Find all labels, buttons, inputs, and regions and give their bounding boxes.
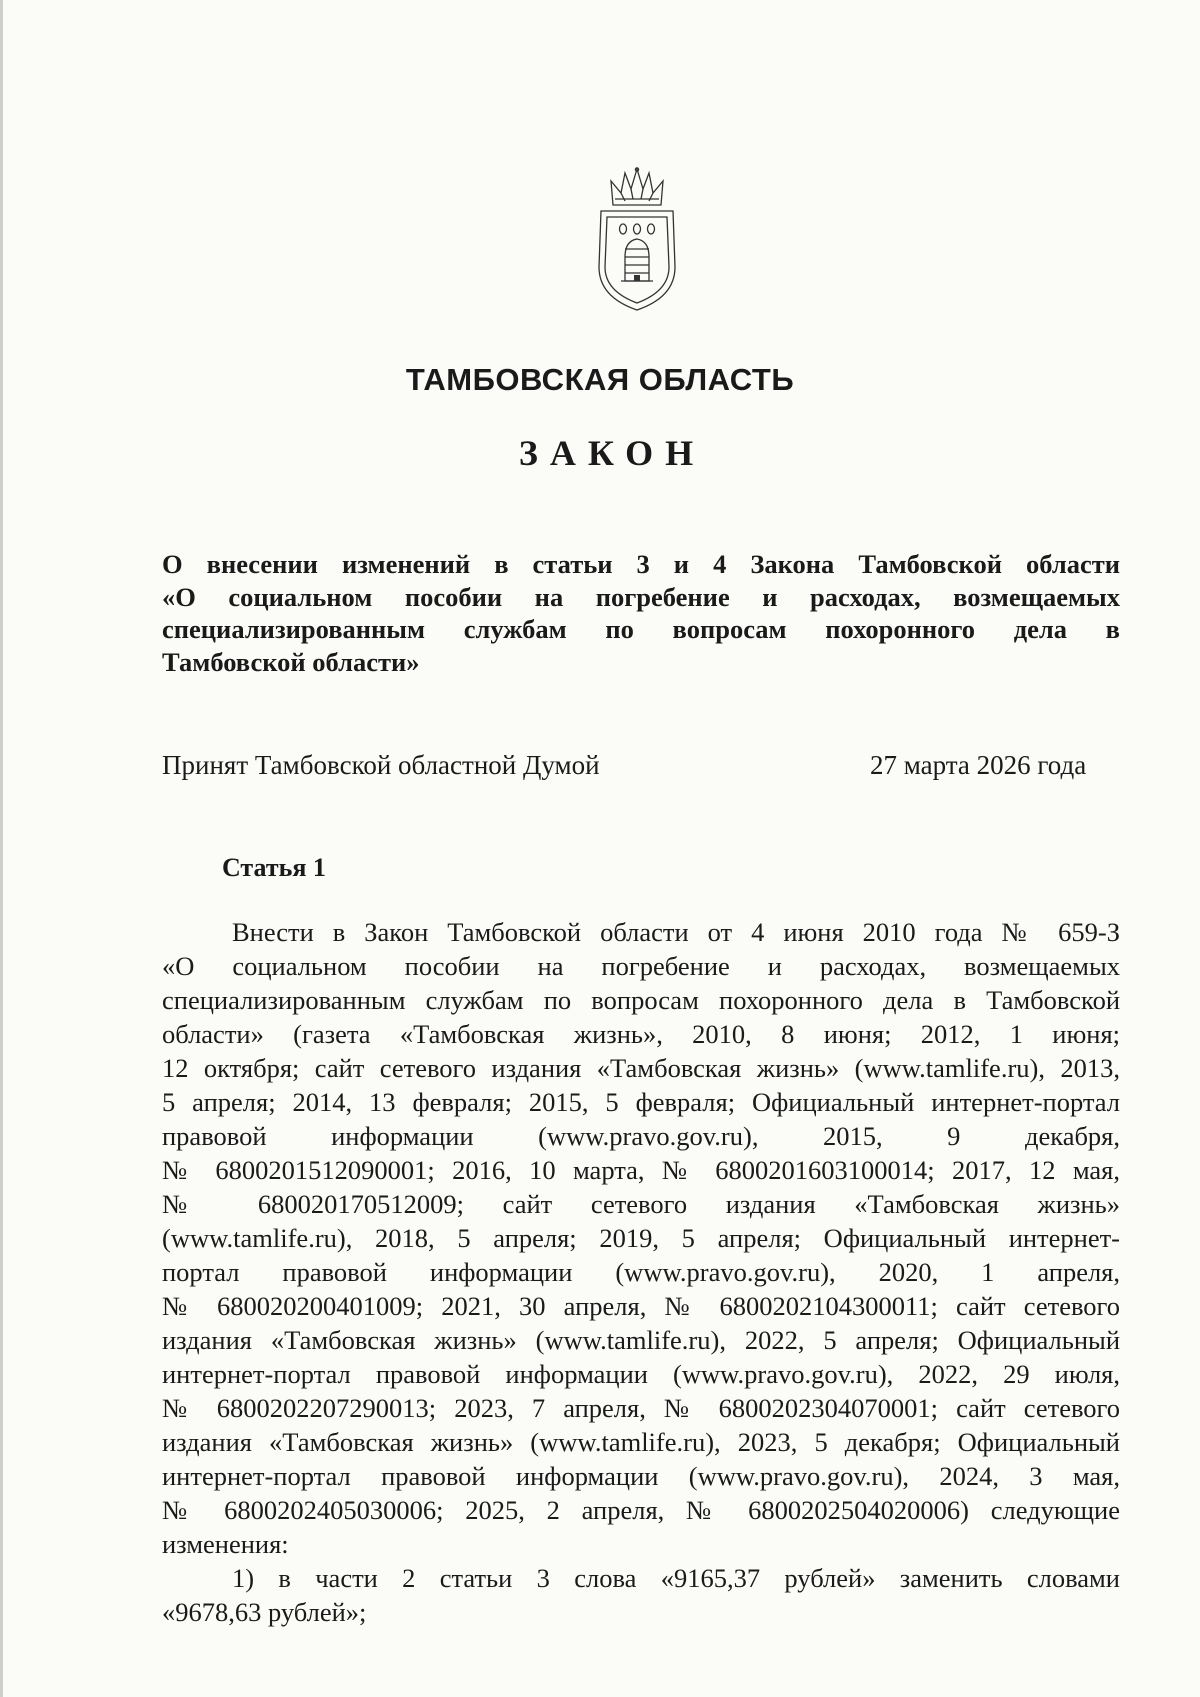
body-line: портал правовой информации (www.pravo.gov.ru), 2020, 1 апреля, (162, 1257, 1120, 1287)
body-line: (www.tamlife.ru), 2018, 5 апреля; 2019, 5 апреля; Официальный интернет- (162, 1223, 1120, 1253)
body-line: издания «Тамбовская жизнь» (www.tamlife.ru), 2023, 5 декабря; Официальный (162, 1427, 1120, 1457)
body-line: специализированным службам по вопросам похоронного дела в Тамбовской (162, 985, 1120, 1015)
document-type: ЗАКОН (518, 433, 706, 473)
law-title (162, 548, 1120, 678)
body-line: области» (газета «Тамбовская жизнь», 2010, 8 июня; 2012, 1 июня; (162, 1019, 1120, 1049)
scan-edge (0, 0, 3, 1697)
body-line: интернет-портал правовой информации (www.pravo.gov.ru), 2022, 29 июля, (162, 1359, 1120, 1389)
body-line: «О социальном пособии на погребение и расходах, возмещаемых (162, 951, 1120, 981)
region-name: ТАМБОВСКАЯ ОБЛАСТЬ (405, 362, 795, 397)
body-line: 1) в части 2 статьи 3 слова «9165,37 рублей» заменить словами (232, 1563, 1120, 1593)
body-line: «9678,63 рублей»; (162, 1597, 367, 1627)
body-line: изменения: (162, 1529, 289, 1559)
body-line: Внести в Закон Тамбовской области от 4 июня 2010 года № 659-З (232, 917, 1120, 947)
body-line: 5 апреля; 2014, 13 февраля; 2015, 5 февраля; Официальный интернет-портал (162, 1087, 1120, 1117)
article-heading: Статья 1 (222, 853, 326, 882)
article-body (162, 915, 1120, 1629)
coat-of-arms-icon (591, 167, 683, 312)
law-title-line: специализированным службам по вопросам похоронного дела в (162, 614, 1120, 644)
body-line: интернет-портал правовой информации (www.pravo.gov.ru), 2024, 3 мая, (162, 1461, 1120, 1491)
body-line: № 6800202207290013; 2023, 7 апреля, № 6800202304070001; сайт сетевого (162, 1393, 1120, 1423)
body-line: № 680020170512009; сайт сетевого издания «Тамбовская жизнь» (162, 1189, 1120, 1219)
law-title-line: Тамбовской области» (162, 646, 420, 677)
body-line: издания «Тамбовская жизнь» (www.tamlife.ru), 2022, 5 апреля; Официальный (162, 1325, 1120, 1355)
law-title-line: «О социальном пособии на погребение и расходах, возмещаемых (162, 581, 1120, 612)
body-line: № 6800201512090001; 2016, 10 марта, № 6800201603100014; 2017, 12 мая, (162, 1155, 1120, 1185)
adopted-by: Принят Тамбовской областной Думой (162, 750, 600, 780)
law-title-line: О внесении изменений в статьи 3 и 4 Закона Тамбовской области (162, 549, 1120, 579)
body-line: 12 октября; сайт сетевого издания «Тамбовская жизнь» (www.tamlife.ru), 2013, (162, 1053, 1120, 1083)
body-line: правовой информации (www.pravo.gov.ru), 2015, 9 декабря, (162, 1121, 1120, 1151)
body-line: № 680020200401009; 2021, 30 апреля, № 6800202104300011; сайт сетевого (162, 1291, 1120, 1321)
adoption-date: 27 марта 2026 года (870, 750, 1087, 780)
body-line: № 6800202405030006; 2025, 2 апреля, № 6800202504020006) следующие (162, 1495, 1120, 1525)
